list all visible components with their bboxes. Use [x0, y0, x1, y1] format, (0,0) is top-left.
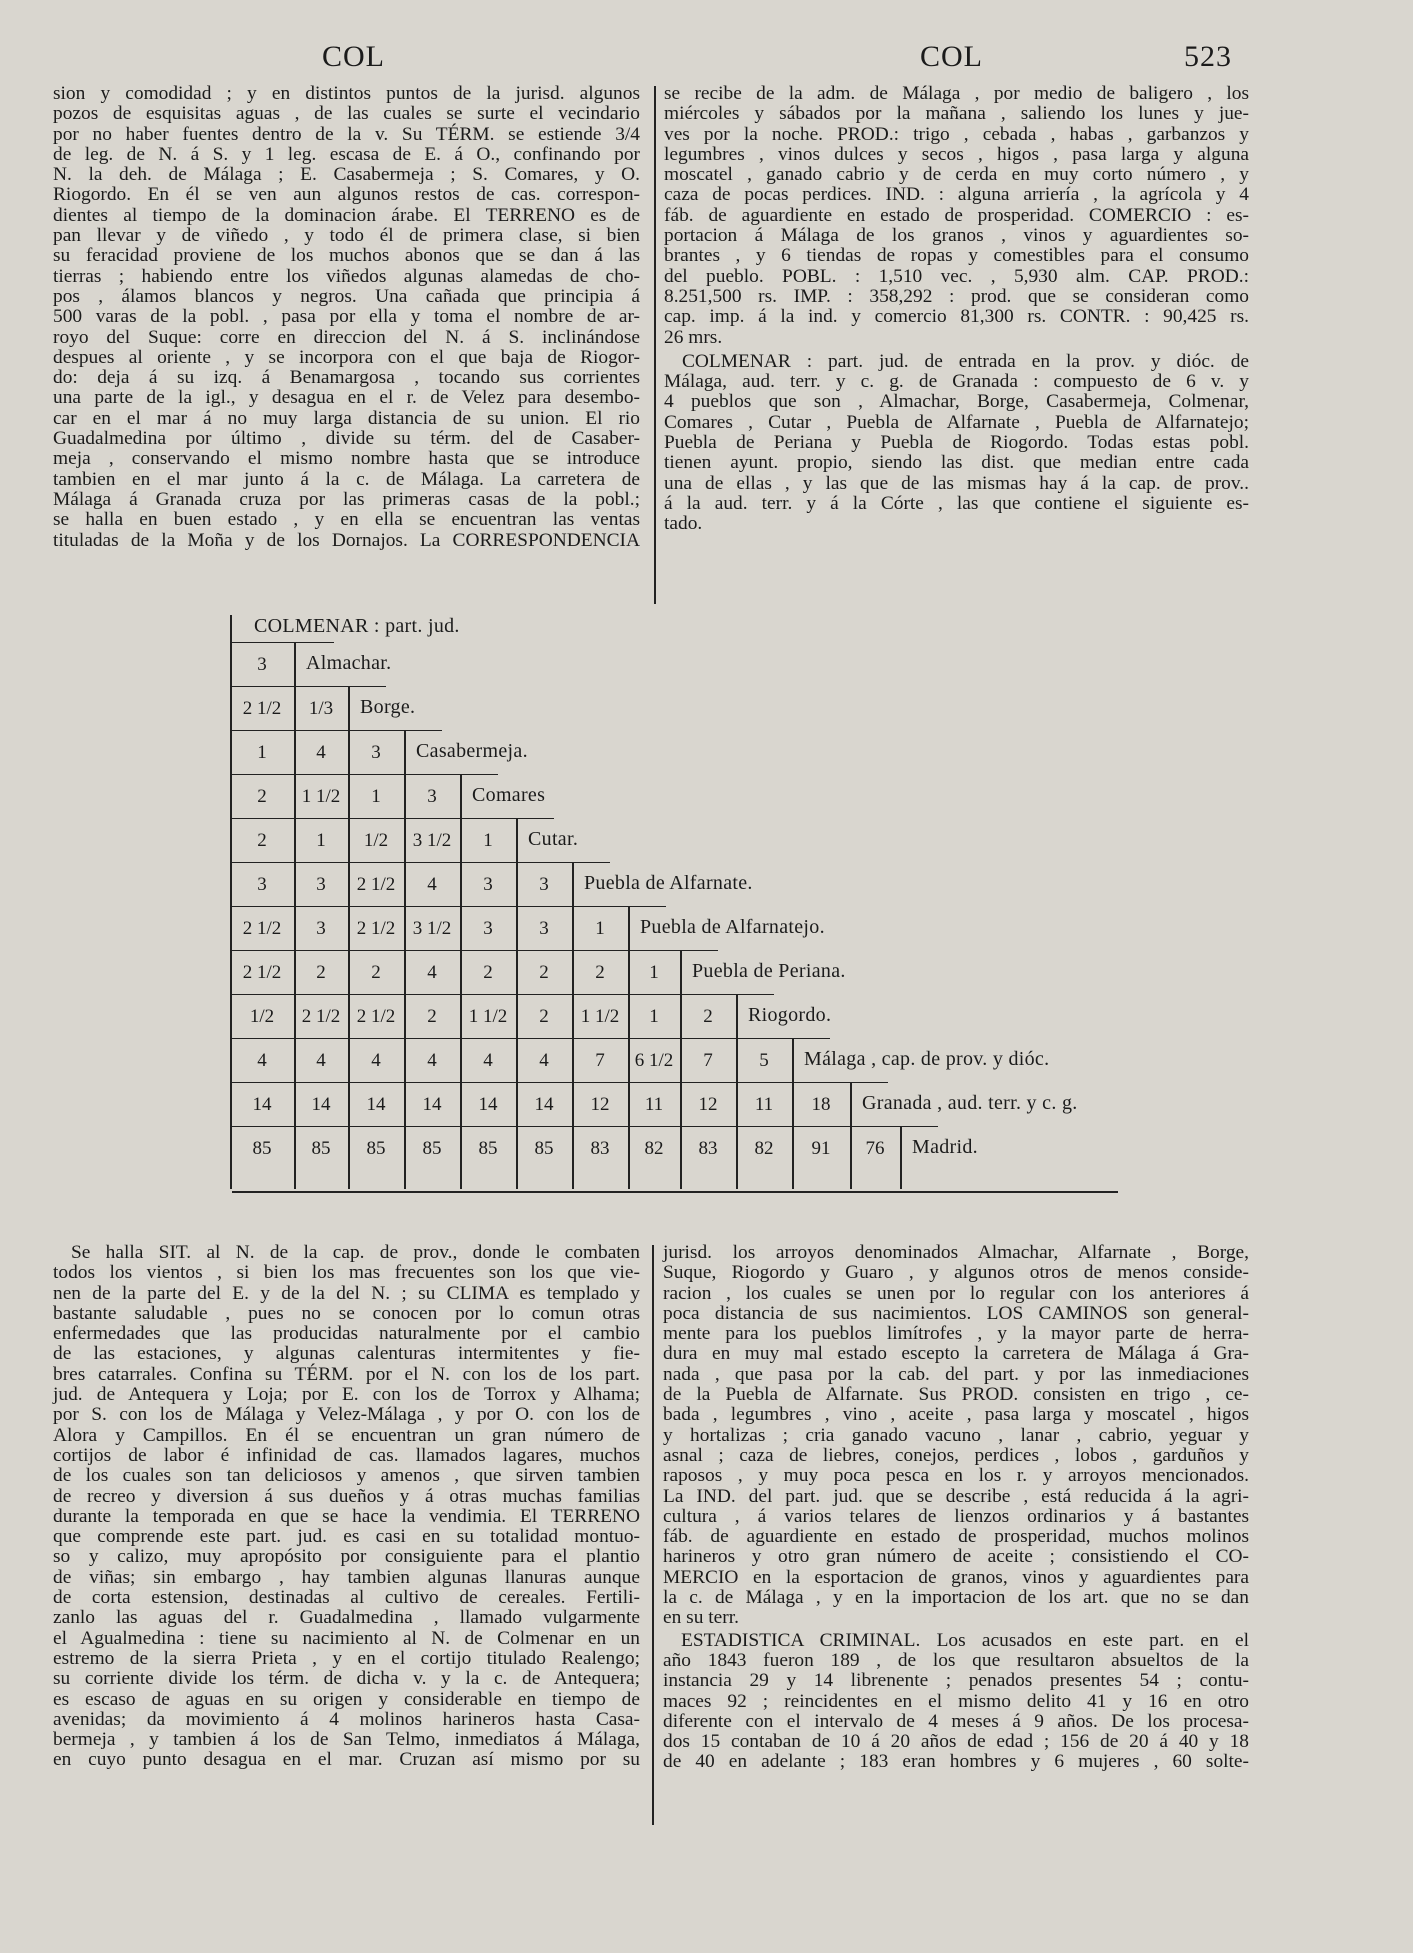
distance-cell: 2 1/2	[242, 918, 282, 939]
distance-cell: 83	[698, 1138, 718, 1159]
running-head-center: COL	[920, 40, 983, 73]
text-line: N. la deh. de Málaga ; E. Casabermeja ; S. Comares, y O.	[53, 164, 640, 186]
text-line: se recibe de la adm. de Málaga , por medio de baligero , los	[664, 83, 1249, 104]
table-rule	[230, 906, 666, 907]
page-number: 523	[1184, 40, 1232, 73]
bottom-right-column	[663, 1243, 1249, 1773]
text-line: nen de la parte del E. y de la del N. ; su CLIMA es templado y	[53, 1282, 640, 1304]
place-name: Cutar.	[528, 828, 579, 850]
distance-cell: 2 1/2	[356, 918, 396, 939]
text-line: mente para los pueblos limítrofes , y la mayor parte de herra-	[663, 1323, 1249, 1345]
text-line: de viñas; sin embargo , hay tambien algunas llanuras aunque	[53, 1566, 640, 1588]
text-line: en cuyo punto desagua en el mar. Cruzan así mismo por su	[53, 1749, 640, 1771]
distance-cell: 4	[539, 1050, 549, 1071]
text-line: fáb. de aguardiente en estado de prosperidad, muchos molinos	[663, 1526, 1249, 1548]
top-right-column	[664, 84, 1249, 535]
place-name: Puebla de Alfarnatejo.	[640, 916, 825, 938]
text-line: de recreo y diversion á sus dueños y á otras muchas familias	[53, 1485, 640, 1507]
text-line: cortijos de labor é infinidad de cas. llamados lagares, muchos	[53, 1444, 640, 1466]
text-line: poca distancia de sus nacimientos. LOS CAMINOS son general-	[663, 1302, 1249, 1324]
distance-cell: 4	[427, 962, 437, 983]
place-name: Casabermeja.	[416, 740, 528, 762]
distance-cell: 3	[427, 786, 437, 807]
text-line: royo del Suque: corre en direccion del N. á S. inclinándose	[53, 326, 640, 348]
distance-cell: 1	[257, 742, 267, 763]
text-line: asnal ; caza de liebres, conejos, perdices , lobos , garduños y	[663, 1444, 1249, 1466]
distance-cell: 12	[590, 1094, 610, 1115]
text-line: caza de pocas perdices. IND. : alguna arriería , la agrícola y 4	[664, 184, 1249, 206]
distance-cell: 4	[316, 1050, 326, 1071]
text-line: el Agualmedina : tiene su nacimiento al N. de Colmenar en un	[53, 1627, 640, 1649]
text-line: es escaso de aguas en su origen y considerable en tiempo de	[53, 1688, 640, 1710]
text-line: enfermedades que las producidas naturalmente por el cambio	[53, 1323, 640, 1345]
distance-cell: 4	[483, 1050, 493, 1071]
text-line: miércoles y sábados por la mañana , saliendo los lunes y jue-	[664, 103, 1249, 125]
distance-cell: 18	[811, 1094, 831, 1115]
distance-cell: 3	[539, 918, 549, 939]
distance-cell: 2 1/2	[356, 1006, 396, 1027]
text-line: tado.	[664, 513, 703, 535]
distance-cell: 1 1/2	[468, 1006, 508, 1027]
distance-cell: 85	[252, 1138, 272, 1159]
running-head-left: COL	[322, 40, 385, 73]
text-line: jud. de Antequera y Loja; por E. con los de Torrox y Alhama;	[53, 1384, 640, 1406]
text-line: fáb. de aguardiente en estado de prosperidad. COMERCIO : es-	[664, 204, 1249, 226]
distance-cell: 3 1/2	[412, 918, 452, 939]
text-line: 26 mrs.	[664, 326, 723, 348]
distance-cell: 3	[316, 918, 326, 939]
text-line: car en el mar á no muy larga distancia de su union. El rio	[53, 407, 640, 429]
distance-cell: 82	[644, 1138, 664, 1159]
place-name: Riogordo.	[748, 1004, 832, 1026]
table-title: COLMENAR : part. jud.	[254, 615, 460, 637]
text-line: de los cuales son tan deliciosos y amenos , que sirven tambien	[53, 1465, 640, 1487]
text-line: de las estaciones, y algunas calenturas intermitentes y fie-	[53, 1343, 640, 1365]
text-line: de leg. de N. á S. y 1 leg. escasa de E. á O., confinando por	[53, 143, 640, 165]
place-name: Comares	[472, 784, 546, 806]
text-line: su corriente divide los térm. de dicha v. y la c. de Antequera;	[53, 1668, 640, 1690]
text-line: raposos , y muy poca pesca en los r. y arroyos mencionados.	[663, 1465, 1249, 1487]
distance-cell: 5	[759, 1050, 769, 1071]
text-line: cultura , á varios telares de lienzos ordinarios y á bastantes	[663, 1505, 1249, 1527]
table-rule	[230, 642, 334, 643]
place-name: Granada , aud. terr. y c. g.	[862, 1092, 1078, 1114]
text-line: año 1843 fueron 189 , de los que resultaron absueltos de la	[663, 1649, 1249, 1671]
table-rule	[230, 862, 610, 863]
distance-cell: 4	[427, 874, 437, 895]
distance-cell: 14	[366, 1094, 386, 1115]
text-line: dientes al tiempo de la dominacion árabe. El TERRENO es de	[53, 204, 640, 226]
distance-cell: 83	[590, 1138, 610, 1159]
text-line: se halla en buen estado , y en ella se encuentran las ventas	[53, 509, 640, 531]
distance-cell: 4	[427, 1050, 437, 1071]
text-line: legumbres , vinos dulces y secos , higos , pasa larga y alguna	[664, 143, 1249, 165]
distance-cell: 2 1/2	[301, 1006, 341, 1027]
text-line: bastante saludable , pues no se conocen por lo comun otras	[53, 1302, 640, 1324]
text-line: de la Puebla de Alfarnate. Sus PROD. consisten en trigo , ce-	[663, 1384, 1249, 1406]
distance-cell: 3	[316, 874, 326, 895]
table-rule	[230, 818, 554, 819]
text-line: despues al oriente , y se incorpora con el que baja de Riogor-	[53, 346, 640, 368]
place-name: Puebla de Periana.	[692, 960, 846, 982]
distance-cell: 85	[478, 1138, 498, 1159]
distance-cell: 3	[257, 874, 267, 895]
text-line: ves por la noche. PROD.: trigo , cebada , habas , garbanzos y	[664, 123, 1249, 145]
text-line: Comares , Cutar , Puebla de Alfarnate , Puebla de Alfarnatejo;	[664, 411, 1249, 433]
text-line: Málaga á Granada cruza por las primeras casas de la pobl.;	[53, 488, 640, 510]
distance-cell: 2	[483, 962, 493, 983]
text-line: Suque, Riogordo y Guaro , y algunos otros de menos conside-	[663, 1262, 1249, 1284]
distance-cell: 2	[595, 962, 605, 983]
text-line: pozos de esquisitas aguas , de las cuales se surte el vecindario	[53, 103, 640, 125]
text-line: una de ellas , y las que de las mismas hay á la cap. de prov..	[664, 472, 1249, 494]
text-line: y hortalizas ; cria ganado vacuno , lanar , cabrio, yeguar y	[663, 1424, 1249, 1446]
distance-cell: 1/3	[308, 698, 334, 719]
distance-cell: 2 1/2	[356, 874, 396, 895]
column-rule-top	[654, 86, 656, 604]
distance-cell: 2	[703, 1006, 713, 1027]
text-line: ESTADISTICA CRIMINAL. Los acusados en este part. en el	[681, 1629, 1249, 1651]
text-line: Málaga, aud. terr. y c. g. de Granada : compuesto de 6 v. y	[664, 371, 1249, 393]
text-line: tienen ayunt. propio, siendo las dist. que median entre cada	[664, 452, 1249, 474]
text-line: Riogordo. En él se ven aun algunos restos de cas. correspon-	[53, 184, 640, 206]
text-line: 4 pueblos que son , Almachar, Borge, Casabermeja, Colmenar,	[664, 391, 1249, 413]
distance-cell: 1	[316, 830, 326, 851]
distance-cell: 1	[595, 918, 605, 939]
place-name: Málaga , cap. de prov. y dióc.	[804, 1048, 1050, 1070]
text-line: diferente con el intervalo de 4 meses á 9 años. De los procesa-	[663, 1710, 1249, 1732]
distance-cell: 2	[257, 830, 267, 851]
text-line: do: deja á su izq. á Benamargosa , tocando sus corrientes	[53, 367, 640, 389]
distance-cell: 1/2	[249, 1006, 275, 1027]
top-left-column	[53, 84, 640, 551]
text-line: tituladas de la Moña y de los Dornajos. La CORRESPONDENCIA	[53, 529, 640, 551]
distance-cell: 3	[483, 874, 493, 895]
table-rule	[850, 1082, 852, 1189]
distance-cell: 4	[316, 742, 326, 763]
distance-cell: 14	[534, 1094, 554, 1115]
distance-cell: 3 1/2	[412, 830, 452, 851]
text-line: zanlo las aguas del r. Guadalmedina , llamado vulgarmente	[53, 1607, 640, 1629]
table-rule	[230, 730, 442, 731]
distance-cell: 2	[539, 962, 549, 983]
distance-cell: 2 1/2	[242, 962, 282, 983]
distance-cell: 14	[478, 1094, 498, 1115]
place-name: Borge.	[360, 696, 416, 718]
text-line: durante la temporada en que se hace la vendimia. El TERRENO	[53, 1505, 640, 1527]
table-rule	[900, 1126, 902, 1189]
distance-cell: 2 1/2	[242, 698, 282, 719]
distance-cell: 3	[483, 918, 493, 939]
text-line: sion y comodidad ; y en distintos puntos de la jurisd. algunos	[53, 83, 640, 104]
distance-cell: 7	[595, 1050, 605, 1071]
distance-cell: 1	[649, 962, 659, 983]
text-line: La IND. del part. jud. que se describe , está reducida á la agri-	[663, 1485, 1249, 1507]
bottom-left-column	[53, 1243, 640, 1771]
distance-cell: 2	[371, 962, 381, 983]
distance-cell: 11	[644, 1094, 664, 1115]
distance-cell: 4	[257, 1050, 267, 1071]
text-line: en su terr.	[663, 1607, 739, 1629]
distance-cell: 6 1/2	[634, 1050, 674, 1071]
distance-table	[230, 615, 1118, 1189]
text-line: so y calizo, muy apropósito por consiguiente para el plantio	[53, 1546, 640, 1568]
distance-cell: 14	[422, 1094, 442, 1115]
text-line: instancia 29 y 14 librenente ; penados presentes 54 ; contu-	[663, 1670, 1249, 1692]
text-line: de corta estension, destinadas al cultivo de cereales. Fertili-	[53, 1587, 640, 1609]
text-line: la c. de Málaga , y en la importacion de los art. que no se dan	[663, 1587, 1249, 1609]
text-line: tambien en el mar junto á la c. de Málaga. La carretera de	[53, 468, 640, 490]
text-line: dos 15 contaban de 10 á 20 años de edad ; 156 de 20 á 40 y 18	[663, 1731, 1249, 1753]
table-rule	[230, 994, 774, 995]
distance-cell: 3	[539, 874, 549, 895]
text-line: MERCIO en la esportacion de granos, vinos y aguardientes para	[663, 1566, 1249, 1588]
table-rule	[230, 1082, 888, 1083]
text-line: de 40 en adelante ; 183 eran hombres y 6 mujeres , 60 solte-	[663, 1751, 1249, 1773]
distance-cell: 3	[257, 654, 267, 675]
text-line: COLMENAR : part. jud. de entrada en la prov. y dióc. de	[682, 350, 1249, 372]
place-name: Puebla de Alfarnate.	[584, 872, 753, 894]
table-bottom-rule	[232, 1191, 1118, 1193]
text-line: 8.251,500 rs. IMP. : 358,292 : prod. que se consideran como	[664, 285, 1249, 307]
distance-cell: 7	[703, 1050, 713, 1071]
distance-cell: 85	[366, 1138, 386, 1159]
distance-cell: 3	[371, 742, 381, 763]
text-line: Se halla SIT. al N. de la cap. de prov., donde le combaten	[71, 1242, 640, 1263]
text-line: harineros y otro gran número de aceite ; consistiendo el CO-	[663, 1546, 1249, 1568]
distance-cell: 85	[422, 1138, 442, 1159]
distance-cell: 82	[754, 1138, 774, 1159]
text-line: por no haber fuentes dentro de la v. Su TÉRM. se estiende 3/4	[53, 123, 640, 145]
text-line: estremo de la sierra Prieta , y en el cortijo titulado Realengo;	[53, 1647, 640, 1669]
text-line: bermeja , y tambien á los de San Telmo, inmediatos á Málaga,	[53, 1729, 640, 1751]
table-rule	[230, 774, 498, 775]
table-rule	[230, 1038, 830, 1039]
distance-cell: 14	[252, 1094, 272, 1115]
text-line: que comprende este part. jud. es casi en su totalidad montuo-	[53, 1526, 640, 1548]
distance-cell: 1 1/2	[301, 786, 341, 807]
text-line: Alora y Campillos. En él se encuentran un gran número de	[53, 1424, 640, 1446]
distance-cell: 12	[698, 1094, 718, 1115]
distance-cell: 14	[311, 1094, 331, 1115]
text-line: jurisd. los arroyos denominados Almachar, Alfarnate , Borge,	[663, 1242, 1249, 1263]
text-line: meja , conservando el mismo nombre hasta que se introduce	[53, 448, 640, 470]
distance-cell: 2	[427, 1006, 437, 1027]
text-line: maces 92 ; reincidentes en el mismo delito 41 y 16 en otro	[663, 1690, 1249, 1712]
table-rule	[230, 950, 718, 951]
distance-cell: 11	[754, 1094, 774, 1115]
text-line: dura en muy mal estado escepto la carretera de Málaga á Gra-	[663, 1343, 1249, 1365]
text-line: una parte de la igl., y desagua en el r. de Velez para desembo-	[53, 387, 640, 409]
text-line: pos , álamos blancos y negros. Una cañada que principia á	[53, 285, 640, 307]
distance-cell: 2	[257, 786, 267, 807]
text-line: del pueblo. POBL. : 1,510 vec. , 5,930 alm. CAP. PROD.:	[664, 265, 1249, 287]
text-line: todos los vientos , si bien los mas frecuentes son los que vie-	[53, 1262, 640, 1284]
text-line: avenidas; da movimiento á 4 molinos harineros hasta Casa-	[53, 1708, 640, 1730]
distance-cell: 1 1/2	[580, 1006, 620, 1027]
distance-cell: 4	[371, 1050, 381, 1071]
distance-cell: 85	[534, 1138, 554, 1159]
text-line: á la aud. terr. y á la Córte , las que contiene el siguiente es-	[664, 492, 1249, 514]
text-line: cap. imp. á la ind. y comercio 81,300 rs. CONTR. : 90,425 rs.	[664, 306, 1249, 328]
text-line: por S. con los de Málaga y Velez-Málaga , y por O. con los de	[53, 1404, 640, 1426]
distance-cell: 91	[811, 1138, 831, 1159]
table-rule	[230, 1126, 938, 1127]
place-name: Madrid.	[912, 1136, 978, 1158]
text-line: moscatel , ganado cabrio y de cerda en muy corto número , y	[664, 164, 1249, 186]
text-line: Guadalmedina por último , divide su térm. del de Casaber-	[53, 428, 640, 450]
text-line: bres catarrales. Confina su TÉRM. por el N. con los de los part.	[53, 1363, 640, 1385]
column-rule-bottom	[652, 1245, 654, 1825]
text-line: racion , los cuales se unen por lo regular con los anteriores á	[663, 1282, 1249, 1304]
distance-cell: 2	[316, 962, 326, 983]
text-line: tierras ; habiendo entre los viñedos algunas alamedas de cho-	[53, 265, 640, 287]
distance-cell: 2	[539, 1006, 549, 1027]
distance-cell: 85	[311, 1138, 331, 1159]
distance-cell: 1	[649, 1006, 659, 1027]
distance-cell: 1	[483, 830, 493, 851]
text-line: portacion á Málaga de los granos , vinos y aguardientes so-	[664, 225, 1249, 247]
text-line: pan llevar y de viñedo , y todo él de primera clase, si bien	[53, 225, 640, 247]
text-line: su feracidad proviene de los muchos abonos que se dan á las	[53, 245, 640, 267]
text-line: bada , legumbres , vino , aceite , pasa larga y moscatel , higos	[663, 1404, 1249, 1426]
distance-cell: 76	[865, 1138, 885, 1159]
text-line: Puebla de Periana y Puebla de Riogordo. Todas estas pobl.	[664, 432, 1249, 454]
text-line: nada , que pasa por la cab. del part. y por las inmediaciones	[663, 1363, 1249, 1385]
text-line: brantes , y 6 tiendas de ropas y comestibles para el consumo	[664, 245, 1249, 267]
distance-cell: 1/2	[363, 830, 389, 851]
table-rule	[230, 686, 386, 687]
text-line: 500 varas de la pobl. , pasa por ella y toma el nombre de ar-	[53, 306, 640, 328]
place-name: Almachar.	[306, 652, 392, 674]
distance-cell: 1	[371, 786, 381, 807]
